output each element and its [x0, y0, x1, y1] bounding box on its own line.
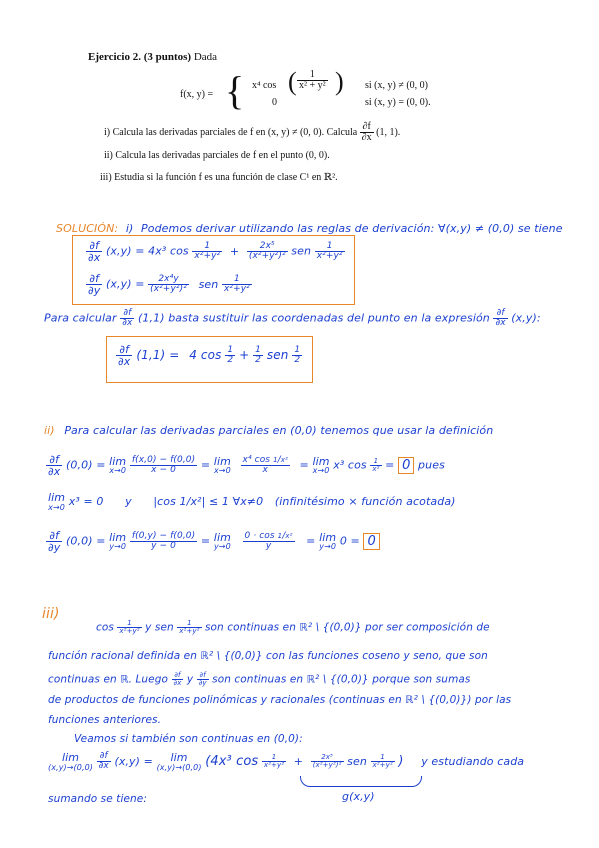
- underbrace: [300, 776, 422, 787]
- solution-intro: SOLUCIÓN: i) Podemos derivar utilizando las reglas de derivación: ∀(x,y) ≠ (0,0) se tiene: [56, 222, 563, 235]
- dfdx-general: $\frac{\partial f}{\partial x}$ (x,y) = 4x³ cos $\frac{1}{\text{x²+y²}}$ + $\frac{\text{2x⁵}}{\text{(x²+y²)²}}$ sen $\frac{1}{\text{x²+y²}}$: [88, 239, 343, 264]
- iii-line-5: funciones anteriores.: [48, 714, 162, 726]
- result-x-box: 0: [398, 457, 414, 474]
- iii-limit-expression: lim (x,y)→(0,0) $\frac{\partial f}{\partial x}$ (x,y) = lim (x,y)→(0,0) (4x³ cos $\frac{1}{\text{x²+y²}}$ + $\frac{\text{2x⁵}}{\text{(x²+y²)²}}$ sen $\frac{1}{\text{x²+y²}}$ ) y estudiando cada: [48, 751, 525, 772]
- limit-justification: lim x→0 x³ = 0 y |cos 1/x²| ≤ 1 ∀x≠0 (infinitésimo × función acotada): [48, 491, 456, 512]
- iii-line-3: continuas en ℝ. Luego $\frac{\partial f}{\partial x}$ y $\frac{\partial f}{\partial y}$ son continuas en ℝ² \ {(0,0)} porque son sumas: [48, 671, 471, 687]
- partial-y-at-origin: $\frac{\partial f}{\partial y}$ (0,0) = lim y→0 $\frac{f(0,y) - f(0,0)}{y - 0}$ = lim y→0 $\frac{\text{0 · cos 1/x²}}{y}$ = lim y→0 0 = 0: [46, 530, 380, 553]
- item-iii: iii) Estudia si la función f es una función de clase C¹ en ℝ².: [100, 172, 338, 183]
- iii-line-2: función racional definida en ℝ² \ {(0,0)} con las funciones coseno y seno, que son: [48, 650, 488, 662]
- result-y-box: 0: [363, 533, 379, 550]
- iii-line-8: sumando se tiene:: [48, 793, 147, 805]
- part-iii-label: iii): [42, 606, 60, 622]
- item-i: i) Calcula las derivadas parciales de f en (x, y) ≠ (0, 0). Calcula $\frac{\partial f}{\partial x}$ (1, 1).: [104, 121, 401, 143]
- exercise-heading: Ejercicio 2. (3 puntos) Dada: [88, 51, 218, 63]
- dfdy-general: $\frac{\partial f}{\partial y}$ (x,y) = $\frac{\text{2x⁴y}}{\text{(x²+y²)²}}$ sen $\frac{1}{\text{x²+y²}}$: [88, 272, 250, 297]
- iii-line-6: Veamos si también son continuas en (0,0):: [74, 733, 303, 745]
- part-ii-intro: ii) Para calcular las derivadas parciales en (0,0) tenemos que usar la definición: [44, 424, 494, 437]
- iii-line-4: de productos de funciones polinómicas y racionales (continuas en ℝ² \ {(0,0)}) por las: [48, 694, 512, 706]
- para-calcular-line: Para calcular $\frac{\partial f}{\partial x}$ (1,1) basta sustituir las coordenadas del punto en la expresión $\frac{\partial f}{\partial x}$ (x,y):: [44, 308, 541, 328]
- item-ii: ii) Calcula las derivadas parciales de f en el punto (0, 0).: [104, 150, 330, 161]
- partial-x-at-origin: $\frac{\partial f}{\partial x}$ (0,0) = lim x→0 $\frac{f(x,0) - f(0,0)}{x - 0}$ = lim x→0 $\frac{\text{x⁴ cos 1/x²}}{x}$ = lim x→0 x³ cos $\frac{1}{\text{x²}}$ = 0 pues: [48, 453, 445, 478]
- g-label: g(x,y): [342, 790, 375, 803]
- iii-line-1: cos $\frac{1}{\text{x²+y²}}$ y sen $\frac{1}{\text{x²+y²}}$ son continuas en ℝ² \ {(0,0)} por ser composición de: [96, 619, 490, 635]
- exam-solution-page: Ejercicio 2. (3 puntos) Dada f(x, y) = { x⁴ cos ( $\frac{1}{\text{x² + y²}}$ ) si (x, y) ≠ (0, 0) 0 si (x, y) = (0, 0). i) Calcula las derivadas parciales de f en (x, y) ≠ (0, 0). Calcula $\frac{\partial f}{\partial x}$ (1, 1). ii) Calcula las derivadas parciales de f en el punto (0, 0). iii) Estudia si la función f es una función de clase C¹ en ℝ². SOLUCIÓN: i) Podemos derivar utilizando las reglas de derivación: ∀(x,y) ≠ (0,0) se tiene $\frac{\partial f}{\partial x}$ (x,y) = 4x³ cos $\frac{1}{\text{x²+y²}}$ + $\frac{\text{2x⁵}}{\text{(x²+y²)²}}$ sen $\frac{1}{\text{x²+y²}}$ $\frac{\partial f}{\partial y}$ (x,y) = $\frac{\text{2x⁴y}}{\text{(x²+y²)²}}$ sen $\frac{1}{\text{x²+y²}}$ Para calcular $\frac{\partial f}{\partial x}$ (1,1) basta sustituir las coordenadas del punto en la expresión $\frac{\partial f}{\partial x}$ (x,y): $\frac{\partial f}{\partial x}$ (1,1) = 4 cos $\frac{1}{2}$ + $\frac{1}{2}$ sen $\frac{1}{2}$ ii) Para calcular las derivadas parciales en (0,0) tenemos que usar la definición $\frac{\partial f}{\partial x}$ (0,0) = lim x→0 $\frac{f(x,0) - f(0,0)}{x - 0}$ = lim x→0 $\frac{\text{x⁴ cos 1/x²}}{x}$ = lim x→0 x³ cos $\frac{1}{\text{x²}}$ = 0 pues lim x→0 x³ = 0 y |cos 1/x²| ≤ 1 ∀x≠0 (infinitésimo × función acotada) $\frac{\partial f}{\partial y}$ (0,0) = lim y→0 $\frac{f(0,y) - f(0,0)}{y - 0}$ = lim y→0 $\frac{\text{0 · cos 1/x²}}{y}$ = lim y→0 0 = 0 iii) cos $\frac{1}{\text{x²+y²}}$ y sen $\frac{1}{\text{x²+y²}}$ son continuas en ℝ² \ {(0,0)} por ser composición de función racional definida en ℝ² \ {(0,0)} con las funciones coseno y seno, que son continuas en ℝ. Luego $\frac{\partial f}{\partial x}$ y $\frac{\partial f}{\partial y}$ son continuas en ℝ² \ {(0,0)} porque son sumas de productos de funciones polinómicas y racionales (continuas en ℝ² \ {(0,0)}) por las funciones anteriores. Veamos si también son continuas en (0,0): lim (x,y)→(0,0) $\frac{\partial f}{\partial x}$ (x,y) = lim (x,y)→(0,0) (4x³ cos $\frac{1}{\text{x²+y²}}$ + $\frac{\text{2x⁵}}{\text{(x²+y²)²}}$ sen $\frac{1}{\text{x²+y²}}$ ) y estudiando cada g(x,y) sumando se tiene:: [42, 51, 563, 805]
- evaluation-at-1-1: $\frac{\partial f}{\partial x}$ (1,1) = 4 cos $\frac{1}{2}$ + $\frac{1}{2}$ sen $\frac{1}{2}$: [118, 343, 301, 368]
